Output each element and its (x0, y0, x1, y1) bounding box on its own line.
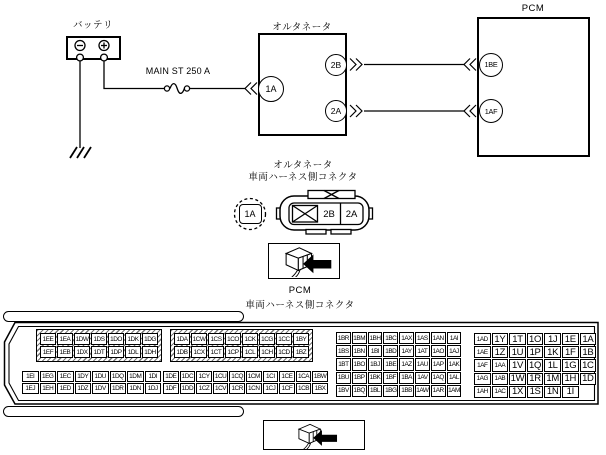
pin-cell: 1DV (92, 383, 109, 394)
pin-cell: 1DC (180, 371, 196, 382)
pin-cell: 1CV (213, 383, 229, 394)
connector-bottom-tab-1 (306, 230, 326, 235)
chevron-left-1be-icon (464, 59, 476, 71)
pin-cell: 1AN (431, 332, 446, 344)
pin-cell: 1BD (383, 345, 398, 357)
pin-cell: 1CF (279, 383, 295, 394)
pin-cell: 1BK (368, 372, 383, 384)
pin-cell: 1AZ (399, 358, 414, 370)
pin-cell: 1CD (276, 346, 292, 358)
pin-cell: 1BF (383, 372, 398, 384)
pin-cell: 1CJ (263, 383, 279, 394)
pin-cell: 1BC (383, 332, 398, 344)
pin-pcm-1be: 1BE (479, 53, 503, 77)
pin-cell: 1AF (474, 359, 491, 371)
pin-cell: 1AE (474, 346, 491, 358)
pin-cell: 1BW (313, 372, 327, 380)
pin-cell: 1X (509, 386, 526, 398)
pin-cell: 1EA (57, 333, 73, 345)
pin-cell: 1DN (127, 383, 144, 394)
alt-connector-title-1: オルタネータ (273, 160, 333, 171)
pin-cell: 1D (580, 373, 597, 385)
pin-cell: 1BM (352, 332, 367, 344)
pin-cell: 1CU (213, 371, 229, 382)
connector-top-tab (308, 191, 355, 199)
pin-cell: 1BZ (293, 346, 309, 358)
battery-minus-terminal-icon (75, 41, 85, 51)
pin-cell: 1AO (431, 345, 446, 357)
pin-cell: 1CY (196, 371, 212, 382)
pin-cell: 1CS (208, 333, 224, 345)
pin-cell: 1AS (415, 332, 430, 344)
pin-cell: 1CP (225, 346, 241, 358)
pin-cell: 1DU (92, 371, 109, 382)
pin-cell: 1CK (242, 333, 258, 345)
pin-cell: 1AP (431, 358, 446, 370)
pin-block-b-frame (170, 329, 313, 362)
pin-cell: 1AA (492, 359, 509, 371)
pin-cell: 1CI (263, 371, 279, 382)
pin-cell: 1AJ (447, 345, 462, 357)
pin-block-c (336, 332, 461, 397)
pin-cell: 1DJ (145, 383, 162, 394)
pin-cell: 1DP (108, 346, 124, 358)
pin-cell: 1S (527, 386, 544, 398)
battery-positive-wire (104, 61, 164, 89)
pin-cell: 1CA (296, 371, 312, 382)
pin-cell: 1AU (415, 358, 430, 370)
pin-cell: 1AC (492, 386, 509, 398)
pin-cell: 1BR (336, 332, 351, 344)
pin-cell: 1CB (296, 383, 312, 394)
pin-cell: 1Z (492, 346, 509, 358)
pin-cell: 1H (562, 373, 579, 385)
pin-cell: 1EC (57, 371, 74, 382)
ground-icon (70, 147, 91, 158)
pin-cell: 1DW (74, 333, 90, 345)
pin-cell: 1Y (492, 333, 509, 345)
pin-cell: 1BP (352, 372, 367, 384)
pin-cell: 1DY (75, 371, 92, 382)
pin-cell: 1DZ (75, 383, 92, 394)
pin-cell: 1E (562, 333, 579, 345)
pin-block-a (40, 333, 158, 358)
pin-cell: 1V (509, 359, 526, 371)
pin-cell: 1BS (336, 345, 351, 357)
battery-post-minus (77, 54, 84, 61)
pin-cell: 1AD (474, 333, 491, 345)
pin-cell: 1BA (399, 372, 414, 384)
pin-block-f (163, 371, 328, 394)
pin-cell: 1DA (174, 333, 190, 345)
pin-cell: 1P (527, 346, 544, 358)
pin-cell: 1ED (57, 383, 74, 394)
alternator-label: オルタネータ (272, 22, 332, 33)
pin-cell: 1K (544, 346, 561, 358)
pin-cell: 1DT (91, 346, 107, 358)
pin-cell: 1AY (399, 345, 414, 357)
chevron-right-2b-icon (350, 59, 362, 71)
pin-cell: 1AX (399, 332, 414, 344)
pin-cell: 1BQ (352, 385, 367, 397)
connector-bottom-tab-2 (331, 230, 351, 235)
pin-cell: 1W (510, 373, 525, 385)
pin-block-a-frame (36, 329, 162, 362)
pin-cell: 1DS (91, 333, 107, 345)
alt-connector-pin-1a: 1A (239, 204, 262, 224)
pin-alt-2b: 2B (325, 54, 347, 76)
pin-cell: 1DF (163, 383, 179, 394)
pin-cell: 1AM (447, 385, 462, 397)
pin-cell: 1AT (415, 345, 430, 357)
pin-cell: 1BX (312, 383, 328, 394)
pin-cell: 1DB (174, 346, 190, 358)
pin-cell: 1CE (279, 371, 295, 382)
pin-cell: 1EF (40, 346, 56, 358)
pin-cell: 1DM (127, 371, 144, 382)
pin-cell: 1DI (145, 371, 162, 382)
pin-cell: 1A (580, 333, 597, 345)
pin-cell: 1EI (22, 371, 39, 382)
pin-cell: 1BV (336, 385, 351, 397)
pin-cell: 1BB (399, 385, 414, 397)
pin-cell: 1CN (246, 383, 262, 394)
alt-connector-title-2: 車両ハーネス側コネクタ (248, 172, 358, 183)
pin-cell: 1U (509, 346, 526, 358)
pin-cell: 1R (527, 373, 544, 385)
battery-label: バッテリ (72, 20, 114, 31)
pin-cell: 1EG (40, 371, 57, 382)
pin-cell: 1N (544, 386, 561, 398)
chevron-left-1af-icon (464, 105, 476, 117)
pin-cell: 1G (562, 359, 579, 371)
pin-cell: 1EB (57, 346, 73, 358)
pin-cell: 1BY (293, 333, 309, 345)
connector-cell-2a: 2A (345, 209, 358, 220)
pin-cell: 1AG (474, 373, 491, 385)
pin-cell: 1CM (247, 372, 260, 380)
pin-cell: 1J (544, 333, 561, 345)
chevron-left-1a-icon (245, 83, 257, 95)
pin-cell: 1CR (229, 383, 245, 394)
pin-alt-1a: 1A (258, 76, 284, 102)
pin-cell: 1EJ (22, 383, 39, 394)
pin-cell: 1AL (447, 372, 462, 384)
pin-cell: 1AB (492, 373, 509, 385)
pin-cell: 1Q (527, 359, 544, 371)
pin-pcm-1af: 1AF (479, 99, 503, 123)
pin-cell: 1DK (125, 333, 141, 345)
pin-block-e (22, 371, 161, 394)
pin-cell: 1CG (259, 333, 275, 345)
chevron-right-2a-icon (350, 105, 362, 117)
pcm-connector-title-2: 車両ハーネス側コネクタ (245, 300, 355, 311)
pin-cell: 1CO (225, 333, 241, 345)
battery-post-plus (101, 54, 108, 61)
pin-cell: 1CX (191, 346, 207, 358)
pin-cell: 1BI (368, 345, 383, 357)
pin-cell: 1CT (208, 346, 224, 358)
pin-cell: 1AH (474, 386, 491, 398)
pin-cell: 1AW (415, 385, 430, 397)
battery-plus-terminal-icon (99, 41, 109, 51)
pin-cell: 1AR (431, 385, 446, 397)
pin-cell: 1EE (40, 333, 56, 345)
fuse-label: MAIN ST 250 A (145, 66, 211, 76)
pin-cell: 1BU (336, 372, 351, 384)
pin-cell: 1AI (447, 332, 462, 344)
pin-block-b (174, 333, 309, 358)
pin-cell: 1BG (383, 385, 398, 397)
pin-cell: 1DD (180, 383, 196, 394)
pin-cell: 1DL (125, 346, 141, 358)
pin-cell: 1BE (383, 358, 398, 370)
pin-cell: 1DR (110, 383, 127, 394)
pin-cell: 1L (544, 359, 561, 371)
pin-cell: 1I (562, 386, 579, 398)
pin-cell: 1BO (352, 358, 367, 370)
pin-cell: 1O (527, 333, 544, 345)
pin-cell: 1B (580, 346, 597, 358)
pin-cell: 1DX (74, 346, 90, 358)
fuse-icon (164, 84, 189, 94)
pin-cell: 1F (562, 346, 579, 358)
pin-cell: 1CW (191, 333, 207, 345)
pin-cell: 1BT (336, 358, 351, 370)
pin-cell: 1T (509, 333, 526, 345)
connector-cell-2b: 2B (323, 209, 335, 220)
pin-cell: 1BH (368, 332, 383, 344)
pin-cell: 1DE (163, 371, 179, 382)
pin-cell: 1CC (276, 333, 292, 345)
pin-cell: 1CZ (196, 383, 212, 394)
pin-cell: 1BJ (368, 358, 383, 370)
pin-cell: 1M (546, 373, 559, 385)
pin-block-d (474, 333, 596, 398)
pin-cell: 1DQ (110, 371, 127, 382)
pin-cell: 1AK (447, 358, 462, 370)
pin-cell: 1DH (142, 346, 158, 358)
pin-cell: 1C (580, 359, 597, 371)
pin-cell: 1BL (368, 385, 383, 397)
pin-cell: 1DG (142, 333, 158, 345)
pcm-connector-title-1: PCM (288, 285, 312, 296)
pin-cell: 1AQ (431, 372, 446, 384)
pin-cell: 1CH (259, 346, 275, 358)
pin-alt-2a: 2A (325, 100, 347, 122)
pcm-label: PCM (521, 3, 545, 14)
pin-cell: 1BN (352, 345, 367, 357)
pin-cell: 1DO (108, 333, 124, 345)
pin-cell-blank (580, 386, 597, 398)
pin-cell: 1CL (242, 346, 258, 358)
pin-cell: 1CQ (231, 372, 244, 380)
pin-cell: 1EH (40, 383, 57, 394)
pin-cell: 1AV (415, 372, 430, 384)
